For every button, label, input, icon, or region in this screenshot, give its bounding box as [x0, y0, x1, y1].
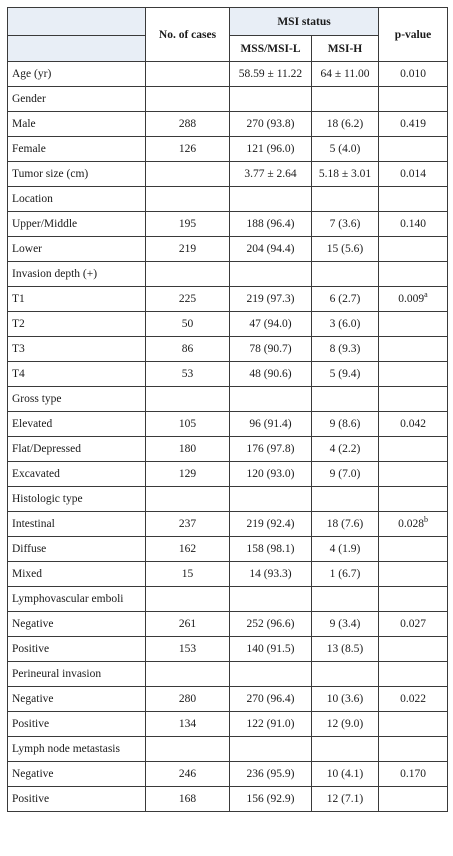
- cell-p-value-text: 0.014: [400, 168, 426, 180]
- cell-no-cases-text: 195: [178, 218, 197, 230]
- table-row: [8, 512, 448, 537]
- cell-msi-h-text: 13 (8.5): [326, 643, 364, 655]
- cell-msi-h: [312, 787, 379, 812]
- cell-mss-msil: [230, 312, 312, 337]
- cell-no-cases-text: 288: [178, 118, 197, 130]
- cell-msi-h: [312, 287, 379, 312]
- row-label: [8, 237, 146, 262]
- cell-no-cases: [146, 137, 230, 162]
- cell-p-value: [379, 662, 448, 687]
- cell-mss-msil: [230, 587, 312, 612]
- row-label-text: T2: [12, 318, 25, 330]
- row-label: [8, 112, 146, 137]
- cell-no-cases-text: 237: [178, 518, 197, 530]
- table-row: [8, 462, 448, 487]
- row-label: [8, 187, 146, 212]
- cell-no-cases: [146, 537, 230, 562]
- row-label-text: Positive: [12, 718, 50, 730]
- row-label: [8, 212, 146, 237]
- cell-mss-msil: [230, 762, 312, 787]
- cell-no-cases-text: 86: [181, 343, 194, 355]
- table-row: [8, 287, 448, 312]
- cell-p-value: [379, 712, 448, 737]
- cell-no-cases-text: 219: [178, 243, 197, 255]
- row-label-text: Lymph node metastasis: [12, 743, 120, 755]
- row-label: [8, 787, 146, 812]
- cell-mss-msil: [230, 137, 312, 162]
- cell-mss-msil: [230, 162, 312, 187]
- header-blank-b: [8, 36, 146, 62]
- cell-mss-msil: [230, 112, 312, 137]
- cell-no-cases: [146, 562, 230, 587]
- row-label: [8, 62, 146, 87]
- cell-p-value: [379, 762, 448, 787]
- cell-msi-h: [312, 137, 379, 162]
- row-label-text: Location: [12, 193, 53, 205]
- cell-p-value: [379, 562, 448, 587]
- cell-p-value-text: 0.010: [400, 68, 426, 80]
- footnote-marker: b: [423, 515, 428, 525]
- row-label-text: Lower: [12, 243, 43, 255]
- cell-p-value-text: 0.042: [400, 418, 426, 430]
- cell-msi-h: [312, 487, 379, 512]
- row-label: [8, 612, 146, 637]
- table-row: [8, 312, 448, 337]
- row-label: [8, 512, 146, 537]
- cell-no-cases: [146, 737, 230, 762]
- cell-no-cases: [146, 787, 230, 812]
- header-no-cases: No. of cases: [146, 8, 230, 62]
- cell-msi-h-text: 9 (3.4): [329, 618, 361, 630]
- cell-mss-msil-text: 96 (91.4): [249, 418, 292, 430]
- table-row: [8, 687, 448, 712]
- cell-mss-msil: [230, 537, 312, 562]
- cell-mss-msil: [230, 337, 312, 362]
- cell-no-cases-text: 180: [178, 443, 197, 455]
- cell-mss-msil: [230, 712, 312, 737]
- cell-msi-h-text: 1 (6.7): [329, 568, 361, 580]
- cell-msi-h: [312, 87, 379, 112]
- cell-no-cases: [146, 87, 230, 112]
- row-label: [8, 562, 146, 587]
- cell-mss-msil: [230, 662, 312, 687]
- cell-mss-msil: [230, 637, 312, 662]
- cell-msi-h-text: 5 (4.0): [329, 143, 361, 155]
- cell-msi-h: [312, 112, 379, 137]
- row-label: [8, 537, 146, 562]
- cell-mss-msil-text: 270 (96.4): [246, 693, 295, 705]
- row-label-text: T1: [12, 293, 25, 305]
- row-label-text: Diffuse: [12, 543, 47, 555]
- cell-p-value: [379, 187, 448, 212]
- cell-no-cases: [146, 387, 230, 412]
- table-row: [8, 262, 448, 287]
- cell-msi-h: [312, 662, 379, 687]
- table-row: [8, 112, 448, 137]
- table-row: [8, 162, 448, 187]
- row-label-text: Excavated: [12, 468, 60, 480]
- cell-p-value: [379, 262, 448, 287]
- cell-no-cases-text: 126: [178, 143, 197, 155]
- table-row: [8, 712, 448, 737]
- row-label: [8, 137, 146, 162]
- cell-no-cases-text: 105: [178, 418, 197, 430]
- row-label-text: Male: [12, 118, 36, 130]
- cell-p-value: [379, 462, 448, 487]
- cell-mss-msil-text: 236 (95.9): [246, 768, 295, 780]
- table-row: [8, 337, 448, 362]
- table-row: [8, 537, 448, 562]
- header-msi-h: MSI-H: [312, 36, 379, 62]
- row-label: [8, 87, 146, 112]
- table-row: [8, 87, 448, 112]
- cell-p-value: [379, 537, 448, 562]
- cell-p-value: [379, 112, 448, 137]
- cell-no-cases-text: 134: [178, 718, 197, 730]
- table-row: [8, 562, 448, 587]
- cell-no-cases: [146, 212, 230, 237]
- footnote-marker: a: [424, 290, 428, 300]
- cell-no-cases: [146, 512, 230, 537]
- cell-msi-h-text: 18 (6.2): [326, 118, 364, 130]
- cell-msi-h: [312, 262, 379, 287]
- cell-msi-h: [312, 562, 379, 587]
- cell-msi-h-text: 12 (7.1): [326, 793, 364, 805]
- cell-no-cases-text: 15: [181, 568, 194, 580]
- cell-mss-msil-text: 176 (97.8): [246, 443, 295, 455]
- cell-p-value: [379, 137, 448, 162]
- row-label-text: Lymphovascular emboli: [12, 593, 124, 605]
- cell-mss-msil: [230, 412, 312, 437]
- cell-no-cases: [146, 112, 230, 137]
- cell-mss-msil-text: 252 (96.6): [246, 618, 295, 630]
- header-mss-msil: MSS/MSI-L: [230, 36, 312, 62]
- cell-msi-h: [312, 687, 379, 712]
- table-row: [8, 362, 448, 387]
- cell-mss-msil: [230, 187, 312, 212]
- cell-no-cases: [146, 337, 230, 362]
- cell-msi-h-text: 5 (9.4): [329, 368, 361, 380]
- cell-p-value: [379, 687, 448, 712]
- cell-mss-msil: [230, 512, 312, 537]
- cell-no-cases: [146, 362, 230, 387]
- row-label: [8, 162, 146, 187]
- table-row: [8, 612, 448, 637]
- cell-p-value-text: 0.140: [400, 218, 426, 230]
- table-row: [8, 437, 448, 462]
- header-p-value: p-value: [379, 8, 448, 62]
- cell-mss-msil-text: 219 (97.3): [246, 293, 295, 305]
- cell-p-value-text: 0.419: [400, 118, 426, 130]
- row-label: [8, 762, 146, 787]
- row-label: [8, 587, 146, 612]
- cell-mss-msil: [230, 687, 312, 712]
- cell-mss-msil: [230, 787, 312, 812]
- cell-msi-h-text: 3 (6.0): [329, 318, 361, 330]
- cell-msi-h-text: 4 (1.9): [329, 543, 361, 555]
- cell-msi-h: [312, 212, 379, 237]
- cell-no-cases: [146, 187, 230, 212]
- row-label-text: Tumor size (cm): [12, 168, 89, 180]
- cell-mss-msil: [230, 62, 312, 87]
- cell-no-cases: [146, 287, 230, 312]
- row-label-text: Perineural invasion: [12, 668, 102, 680]
- cell-mss-msil-text: 156 (92.9): [246, 793, 295, 805]
- cell-p-value-text: 0.028: [398, 518, 424, 530]
- cell-msi-h-text: 18 (7.6): [326, 518, 364, 530]
- table-row: [8, 62, 448, 87]
- row-label-text: Upper/Middle: [12, 218, 78, 230]
- cell-mss-msil: [230, 487, 312, 512]
- table-header: [8, 8, 448, 62]
- cell-mss-msil-text: 3.77 ± 2.64: [244, 168, 297, 180]
- row-label-text: Positive: [12, 793, 50, 805]
- cell-mss-msil-text: 140 (91.5): [246, 643, 295, 655]
- cell-p-value: [379, 212, 448, 237]
- table-row: [8, 662, 448, 687]
- cell-msi-h: [312, 362, 379, 387]
- cell-p-value: [379, 737, 448, 762]
- row-label: [8, 487, 146, 512]
- row-label-text: Female: [12, 143, 46, 155]
- table-row: [8, 387, 448, 412]
- cell-mss-msil-text: 122 (91.0): [246, 718, 295, 730]
- row-label-text: Elevated: [12, 418, 53, 430]
- cell-mss-msil-text: 48 (90.6): [249, 368, 292, 380]
- cell-msi-h-text: 12 (9.0): [326, 718, 364, 730]
- cell-no-cases-text: 225: [178, 293, 197, 305]
- row-label: [8, 662, 146, 687]
- row-label-text: Flat/Depressed: [12, 443, 81, 455]
- cell-mss-msil: [230, 287, 312, 312]
- row-label: [8, 687, 146, 712]
- cell-no-cases: [146, 687, 230, 712]
- row-label: [8, 637, 146, 662]
- cell-mss-msil: [230, 462, 312, 487]
- cell-msi-h-text: 7 (3.6): [329, 218, 361, 230]
- cell-p-value-text: 0.022: [400, 693, 426, 705]
- cell-p-value: [379, 512, 448, 537]
- cell-mss-msil-text: 58.59 ± 11.22: [238, 68, 303, 80]
- row-label-text: Negative: [12, 768, 54, 780]
- row-label-text: Negative: [12, 618, 54, 630]
- cell-msi-h-text: 10 (3.6): [326, 693, 364, 705]
- row-label: [8, 387, 146, 412]
- row-label: [8, 337, 146, 362]
- cell-p-value-text: 0.027: [400, 618, 426, 630]
- cell-p-value: [379, 487, 448, 512]
- cell-mss-msil-text: 204 (94.4): [246, 243, 295, 255]
- cell-no-cases-text: 50: [181, 318, 194, 330]
- row-label: [8, 412, 146, 437]
- cell-mss-msil: [230, 612, 312, 637]
- cell-no-cases: [146, 162, 230, 187]
- cell-msi-h: [312, 762, 379, 787]
- cell-p-value: [379, 87, 448, 112]
- cell-no-cases: [146, 62, 230, 87]
- cell-msi-h: [312, 312, 379, 337]
- cell-msi-h: [312, 162, 379, 187]
- msi-status-table: [7, 7, 448, 812]
- row-label-text: Histologic type: [12, 493, 83, 505]
- header-blank-a: [8, 8, 146, 36]
- cell-p-value: [379, 162, 448, 187]
- cell-mss-msil: [230, 387, 312, 412]
- row-label-text: Gender: [12, 93, 46, 105]
- cell-p-value: [379, 412, 448, 437]
- cell-no-cases: [146, 587, 230, 612]
- cell-p-value-text: 0.170: [400, 768, 426, 780]
- row-label-text: Positive: [12, 643, 50, 655]
- cell-msi-h: [312, 187, 379, 212]
- cell-no-cases: [146, 462, 230, 487]
- cell-no-cases-text: 129: [178, 468, 197, 480]
- row-label: [8, 312, 146, 337]
- cell-mss-msil: [230, 212, 312, 237]
- row-label-text: Age (yr): [12, 68, 52, 80]
- cell-msi-h-text: 4 (2.2): [329, 443, 361, 455]
- cell-msi-h: [312, 437, 379, 462]
- table-row: [8, 762, 448, 787]
- cell-no-cases: [146, 712, 230, 737]
- table-row: [8, 787, 448, 812]
- table-row: [8, 137, 448, 162]
- row-label: [8, 437, 146, 462]
- cell-mss-msil-text: 47 (94.0): [249, 318, 292, 330]
- cell-msi-h-text: 9 (8.6): [329, 418, 361, 430]
- row-label: [8, 287, 146, 312]
- cell-msi-h: [312, 337, 379, 362]
- cell-msi-h: [312, 587, 379, 612]
- table-row: [8, 212, 448, 237]
- cell-no-cases: [146, 762, 230, 787]
- cell-no-cases: [146, 237, 230, 262]
- cell-p-value: [379, 437, 448, 462]
- table-body: [8, 62, 448, 812]
- cell-no-cases-text: 261: [178, 618, 197, 630]
- cell-msi-h-text: 6 (2.7): [329, 293, 361, 305]
- cell-no-cases-text: 168: [178, 793, 197, 805]
- cell-mss-msil-text: 121 (96.0): [246, 143, 295, 155]
- row-label-text: Gross type: [12, 393, 62, 405]
- header-msi-status: MSI status: [230, 8, 379, 36]
- cell-mss-msil-text: 270 (93.8): [246, 118, 295, 130]
- cell-mss-msil: [230, 562, 312, 587]
- table-row: [8, 237, 448, 262]
- cell-p-value-text: 0.009: [398, 293, 425, 305]
- cell-mss-msil: [230, 262, 312, 287]
- cell-no-cases: [146, 662, 230, 687]
- cell-no-cases-text: 53: [181, 368, 194, 380]
- table-row: [8, 637, 448, 662]
- cell-msi-h: [312, 537, 379, 562]
- cell-no-cases-text: 162: [178, 543, 197, 555]
- cell-p-value: [379, 362, 448, 387]
- row-label: [8, 462, 146, 487]
- cell-p-value: [379, 387, 448, 412]
- cell-no-cases: [146, 412, 230, 437]
- cell-no-cases: [146, 262, 230, 287]
- cell-mss-msil-text: 219 (92.4): [246, 518, 295, 530]
- cell-msi-h-text: 15 (5.6): [326, 243, 364, 255]
- table-row: [8, 412, 448, 437]
- cell-p-value: [379, 787, 448, 812]
- cell-p-value: [379, 312, 448, 337]
- cell-no-cases: [146, 637, 230, 662]
- table-row: [8, 487, 448, 512]
- row-label-text: T3: [12, 343, 25, 355]
- cell-no-cases-text: 246: [178, 768, 197, 780]
- row-label-text: Invasion depth (+): [12, 268, 98, 280]
- row-label: [8, 262, 146, 287]
- cell-mss-msil-text: 158 (98.1): [246, 543, 295, 555]
- cell-msi-h: [312, 737, 379, 762]
- cell-msi-h: [312, 462, 379, 487]
- cell-mss-msil: [230, 737, 312, 762]
- cell-msi-h-text: 9 (7.0): [329, 468, 361, 480]
- cell-no-cases: [146, 312, 230, 337]
- table-row: [8, 587, 448, 612]
- row-label-text: T4: [12, 368, 25, 380]
- table-row: [8, 187, 448, 212]
- row-label-text: Intestinal: [12, 518, 55, 530]
- cell-p-value: [379, 337, 448, 362]
- cell-p-value: [379, 62, 448, 87]
- cell-mss-msil: [230, 87, 312, 112]
- cell-msi-h-text: 5.18 ± 3.01: [318, 168, 372, 180]
- cell-p-value: [379, 287, 448, 312]
- cell-mss-msil-text: 14 (93.3): [249, 568, 292, 580]
- cell-p-value: [379, 612, 448, 637]
- cell-msi-h-text: 10 (4.1): [326, 768, 364, 780]
- cell-mss-msil-text: 120 (93.0): [246, 468, 295, 480]
- cell-msi-h: [312, 387, 379, 412]
- cell-msi-h: [312, 637, 379, 662]
- row-label: [8, 712, 146, 737]
- cell-p-value: [379, 237, 448, 262]
- cell-msi-h: [312, 62, 379, 87]
- cell-msi-h: [312, 237, 379, 262]
- cell-msi-h: [312, 412, 379, 437]
- cell-no-cases-text: 153: [178, 643, 197, 655]
- cell-msi-h: [312, 512, 379, 537]
- row-label: [8, 737, 146, 762]
- cell-no-cases: [146, 437, 230, 462]
- cell-mss-msil: [230, 437, 312, 462]
- cell-msi-h: [312, 612, 379, 637]
- cell-no-cases: [146, 612, 230, 637]
- cell-mss-msil-text: 188 (96.4): [246, 218, 295, 230]
- cell-msi-h-text: 8 (9.3): [329, 343, 361, 355]
- row-label-text: Mixed: [12, 568, 43, 580]
- cell-msi-h: [312, 712, 379, 737]
- cell-no-cases: [146, 487, 230, 512]
- cell-p-value: [379, 587, 448, 612]
- cell-p-value: [379, 637, 448, 662]
- cell-mss-msil-text: 78 (90.7): [249, 343, 292, 355]
- cell-mss-msil: [230, 362, 312, 387]
- cell-no-cases-text: 280: [178, 693, 197, 705]
- cell-msi-h-text: 64 ± 11.00: [320, 68, 370, 80]
- cell-mss-msil: [230, 237, 312, 262]
- row-label: [8, 362, 146, 387]
- table-row: [8, 737, 448, 762]
- row-label-text: Negative: [12, 693, 54, 705]
